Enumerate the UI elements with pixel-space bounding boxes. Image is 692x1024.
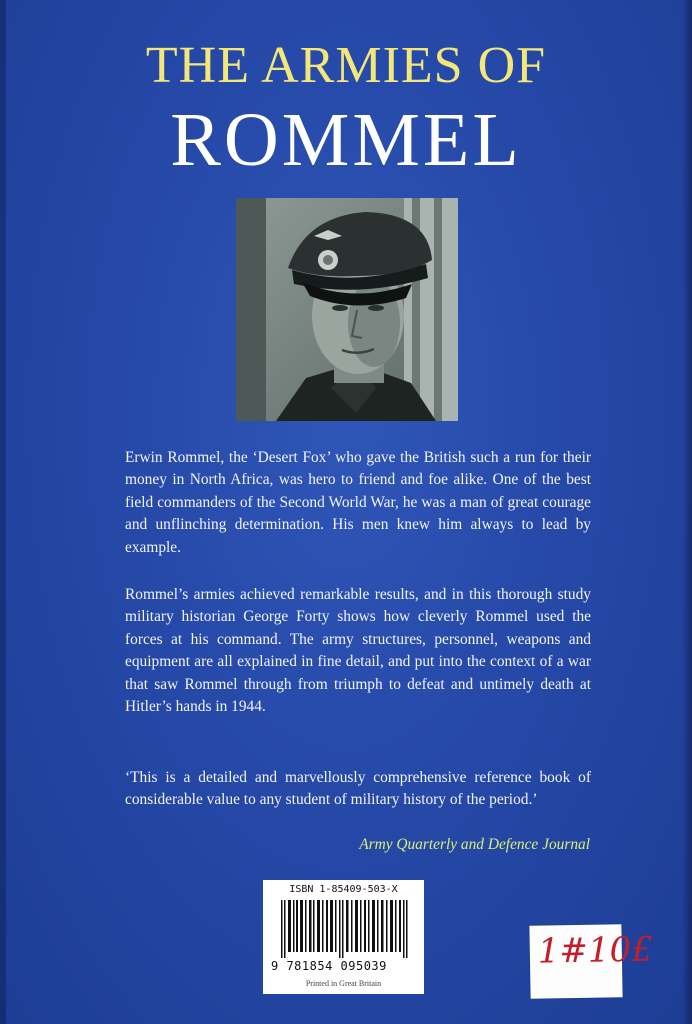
ean-digits: 9 781854 095039 [271, 959, 387, 973]
printed-in-note: Printed in Great Britain [305, 979, 382, 988]
review-attribution: Army Quarterly and Defence Journal [359, 836, 590, 853]
isbn-label: ISBN 1-85409-503-X [289, 884, 398, 895]
barcode-bars [281, 900, 411, 958]
portrait-illustration [236, 198, 458, 421]
price-sticker [529, 924, 654, 999]
blurb-paragraph-2: Rommel’s armies achieved remarkable results, and in this thorough study military historian George Forty shows how cleverly Rommel used the forces at his command. The army structures, personnel, weapons and equipment are all explained in fine detail, and put into the context of a war that saw Rommel through from triumph to defeat and untimely death at Hitler’s hands in 1944. [125, 586, 591, 716]
rommel-portrait-photo [236, 198, 458, 421]
title-line-1: THE ARMIES OF [145, 37, 547, 94]
blurb-paragraph-1: Erwin Rommel, the ‘Desert Fox’ who gave the British such a run for their money in North Africa, was hero to friend and foe alike. One of the best field commanders of the Second World War, he was a man of great courage and unflinching determination. His men knew him always to lead by example. [125, 449, 591, 556]
review-quote: ‘This is a detailed and marvellously comprehensive reference book of considerable value to any student of military history of the period.’ [125, 769, 591, 809]
handwritten-price: 1#10£ [537, 929, 654, 972]
isbn-barcode [263, 880, 424, 994]
title-line-2: ROMMEL [170, 98, 522, 182]
